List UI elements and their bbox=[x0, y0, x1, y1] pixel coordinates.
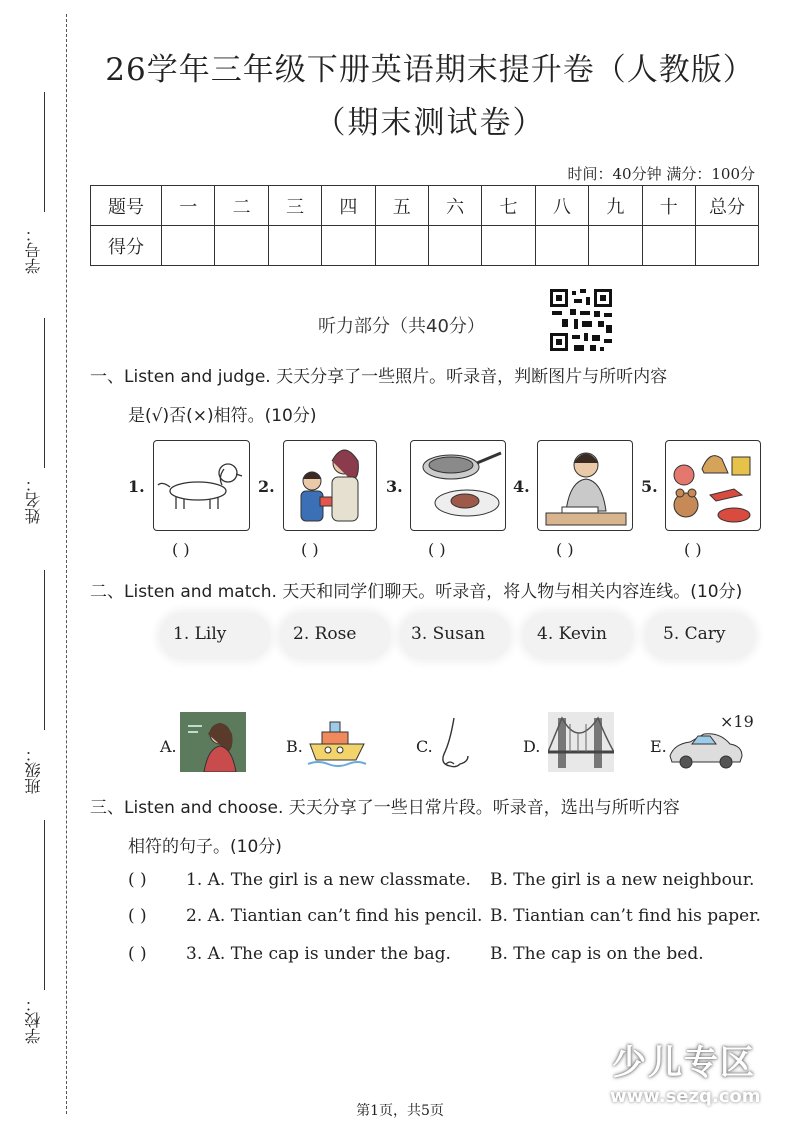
picture-card-3 bbox=[410, 440, 506, 531]
section2-instruction: 二、Listen and match. 天天和同学们聊天。听录音，将人物与相关内容连线。(10分) bbox=[90, 582, 743, 602]
score-cell[interactable] bbox=[375, 226, 428, 266]
option-letter: D. bbox=[523, 737, 541, 756]
table-cell: 七 bbox=[482, 186, 535, 226]
score-cell[interactable] bbox=[322, 226, 375, 266]
food-icon bbox=[411, 441, 505, 530]
score-table-score-row bbox=[91, 226, 759, 266]
dog-icon bbox=[154, 441, 249, 530]
score-cell[interactable] bbox=[215, 226, 268, 266]
table-cell: 八 bbox=[535, 186, 588, 226]
picture-card-1 bbox=[153, 440, 250, 531]
person-name: 2. Rose bbox=[293, 624, 357, 644]
answer-blank[interactable]: ( ) bbox=[428, 540, 446, 559]
person-name: 4. Kevin bbox=[537, 624, 607, 644]
score-cell[interactable] bbox=[268, 226, 321, 266]
picture-number: 3. bbox=[386, 477, 403, 496]
section1-instruction-cont: 是(√)否(×)相符。(10分) bbox=[128, 406, 317, 426]
table-cell: 九 bbox=[589, 186, 642, 226]
person-name: 1. Lily bbox=[173, 624, 227, 644]
page-title: 26学年三年级下册英语期末提升卷（人教版） bbox=[105, 52, 755, 88]
score-cell[interactable] bbox=[162, 226, 215, 266]
picture-card-4 bbox=[537, 440, 633, 531]
option-letter: A. bbox=[160, 737, 177, 756]
car-count: ×19 bbox=[720, 712, 754, 731]
class-line bbox=[44, 570, 45, 730]
table-cell: 三 bbox=[268, 186, 321, 226]
ship-icon bbox=[306, 716, 368, 768]
qr-code-icon[interactable] bbox=[548, 287, 614, 353]
student-id-label: 学号： bbox=[24, 226, 43, 274]
person-name: 3. Susan bbox=[411, 624, 486, 644]
score-cell[interactable] bbox=[428, 226, 481, 266]
table-cell: 四 bbox=[322, 186, 375, 226]
class-label: 班级： bbox=[24, 746, 43, 794]
answer-blank[interactable]: ( ) bbox=[128, 944, 147, 964]
picture-number: 1. bbox=[128, 477, 145, 496]
bridge-icon bbox=[548, 712, 614, 772]
question-option-b: B. Tiantian can’t find his paper. bbox=[490, 906, 761, 926]
picture-number: 5. bbox=[641, 477, 658, 496]
table-cell: 题号 bbox=[91, 186, 162, 226]
question-option-a: 3. A. The cap is under the bag. bbox=[186, 944, 451, 964]
picture-card-5 bbox=[665, 440, 761, 531]
question-option-a: 1. A. The girl is a new classmate. bbox=[186, 870, 471, 890]
nose-icon bbox=[436, 716, 476, 772]
picture-card-2 bbox=[283, 440, 377, 531]
option-letter: E. bbox=[650, 737, 667, 756]
answer-blank[interactable]: ( ) bbox=[172, 540, 190, 559]
table-cell: 得分 bbox=[91, 226, 162, 266]
person-name: 5. Cary bbox=[663, 624, 726, 644]
score-table-header-row bbox=[91, 186, 759, 226]
answer-blank[interactable]: ( ) bbox=[301, 540, 319, 559]
student-id-line bbox=[44, 92, 45, 212]
table-cell: 六 bbox=[428, 186, 481, 226]
toys-icon bbox=[666, 441, 760, 530]
family-icon bbox=[284, 441, 376, 530]
binding-dashed-line bbox=[66, 14, 67, 1114]
option-letter: B. bbox=[286, 737, 303, 756]
watermark-url: www.sezq.com bbox=[610, 1086, 761, 1107]
question-option-b: B. The cap is on the bed. bbox=[490, 944, 704, 964]
table-cell: 一 bbox=[162, 186, 215, 226]
picture-number: 2. bbox=[258, 477, 275, 496]
table-cell: 总分 bbox=[696, 186, 759, 226]
score-cell[interactable] bbox=[589, 226, 642, 266]
watermark-brand: 少儿专区 bbox=[612, 1043, 756, 1083]
section1-instruction: 一、Listen and judge. 天天分享了一些照片。听录音，判断图片与所听内容 bbox=[90, 367, 668, 387]
score-cell[interactable] bbox=[535, 226, 588, 266]
question-option-a: 2. A. Tiantian can’t find his pencil. bbox=[186, 906, 483, 926]
score-cell[interactable] bbox=[696, 226, 759, 266]
name-label: 姓名： bbox=[24, 476, 43, 524]
answer-blank[interactable]: ( ) bbox=[128, 906, 147, 926]
teacher-icon bbox=[180, 712, 246, 772]
name-line bbox=[44, 318, 45, 468]
school-line bbox=[44, 820, 45, 990]
page-subtitle: （期末测试卷） bbox=[314, 105, 546, 141]
section3-instruction-cont: 相符的句子。(10分) bbox=[128, 837, 282, 857]
question-option-b: B. The girl is a new neighbour. bbox=[490, 870, 755, 890]
answer-blank[interactable]: ( ) bbox=[128, 870, 147, 890]
score-cell[interactable] bbox=[482, 226, 535, 266]
answer-blank[interactable]: ( ) bbox=[556, 540, 574, 559]
time-info: 时间：40分钟 满分：100分 bbox=[567, 165, 755, 183]
answer-blank[interactable]: ( ) bbox=[684, 540, 702, 559]
option-letter: C. bbox=[416, 737, 433, 756]
table-cell: 十 bbox=[642, 186, 695, 226]
page-number: 第1页，共5页 bbox=[356, 1103, 444, 1119]
score-table bbox=[90, 185, 759, 266]
listening-heading: 听力部分（共40分） bbox=[318, 316, 485, 337]
race-car-icon bbox=[668, 728, 744, 770]
table-cell: 二 bbox=[215, 186, 268, 226]
table-cell: 五 bbox=[375, 186, 428, 226]
section3-instruction: 三、Listen and choose. 天天分享了一些日常片段。听录音，选出与所听内容 bbox=[90, 798, 680, 818]
boy-writing-icon bbox=[538, 441, 632, 530]
school-label: 学校： bbox=[24, 996, 43, 1044]
picture-number: 4. bbox=[513, 477, 530, 496]
score-cell[interactable] bbox=[642, 226, 695, 266]
